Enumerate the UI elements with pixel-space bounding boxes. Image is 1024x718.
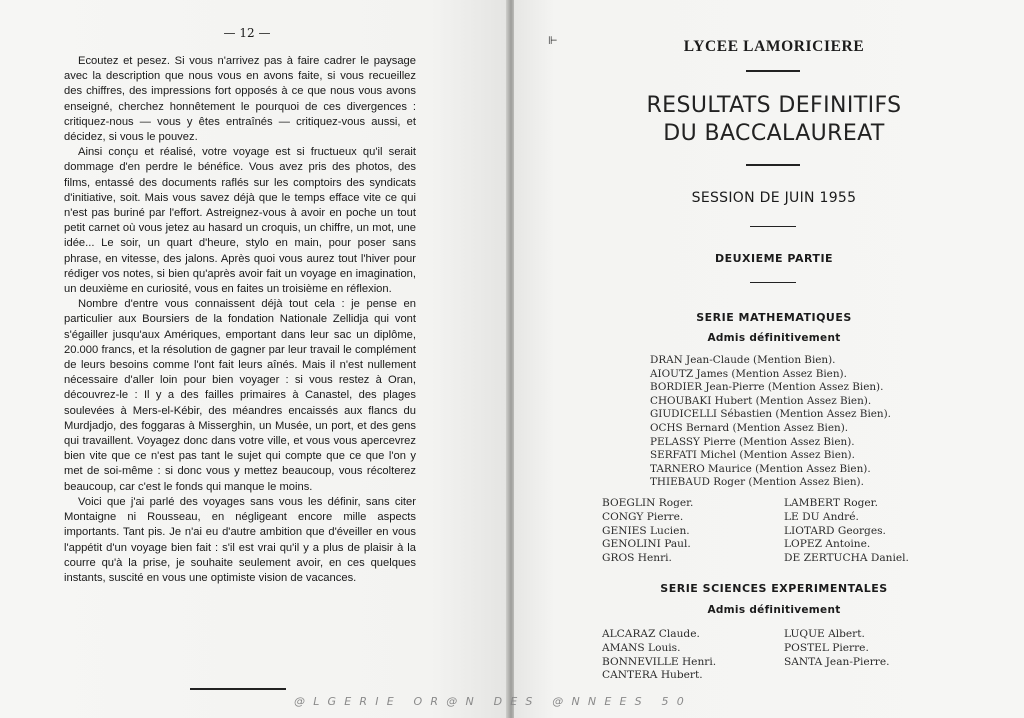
school-name: LYCEE LAMORICIERE xyxy=(683,38,865,55)
sciences-left-column xyxy=(602,628,716,683)
list-item: TARNERO Maurice (Mention Assez Bien). xyxy=(650,462,871,475)
math-right-column xyxy=(784,497,909,566)
essay-paragraph-3: Nombre d'entre vous connaissent déjà tout cela : je pense en particulier aux Boursiers de la fondation Nationale Zellidja qui vont s'égailler jusqu'aux Amériques, emportant dans leur sac un diplôme, 20.000 francs, et la résolution de gagner par leur travail le complément de leurs besoins comme l'ont fait leurs aînés. Mais il n'est nullement nécessaire d'aller loin pour bien voyager : si vous restez à Oran, découvrez-le : Il y a des failles primaires à Canastel, des plages soulevées à Mers-el-Kébir, des méandres encaissés aux flancs du Murdjadjo, des foggaras à Misserghin, un Musée, un port, et des gens qui travaillent. Voyagez donc dans votre ville, et vous vous apercevrez bien vite que ce n'est pas tant le sujet qui compte que ce que l'on y met de soi-même : si donc vous y mettez beaucoup, vous récolterez beaucoup, car c'est le fonds qui manque le moins. xyxy=(64,298,416,493)
sciences-right-column xyxy=(784,628,889,669)
list-item: AIOUTZ James (Mention Assez Bien). xyxy=(650,367,847,380)
essay-text xyxy=(64,54,416,586)
watermark: @LGERIE OR@N DES @NNEES 50 xyxy=(294,695,692,708)
list-item: DRAN Jean-Claude (Mention Bien). xyxy=(650,354,836,366)
series-math-title: SERIE MATHEMATIQUES xyxy=(696,311,852,324)
divider-rule xyxy=(750,282,796,283)
essay-paragraph-2: Ainsi conçu et réalisé, votre voyage est si fructueux qu'il serait dommage d'en perdre le bénéfice. Vous avez pris des photos, des films, entassé des documents raflés sur les comptoirs des syndicats d'initiative, soit. Mais vous savez déjà que le temps efface vite ce qui n'est pas buriné par l'effort. Astreignez-vous à avoir en poche un tout petit carnet où vous jetez au hasard un croquis, un chiffre, un mot, une idée... Le soir, un quart d'heure, stylo en main, pour poser sans phrase, en vitesse, des jalons. Après quoi vous aurez tout l'hiver pour rédiger vos notes, si bien qu'après avoir fait un voyage en imagination, un deuxième en curiosité, vous en faites un troisième en réflexion. xyxy=(64,146,416,296)
list-item: THIEBAUD Roger (Mention Assez Bien). xyxy=(650,476,864,489)
math-left-column xyxy=(602,497,693,566)
list-item: BOEGLIN Roger. xyxy=(602,497,694,509)
series-math-subtitle: Admis définitivement xyxy=(707,332,841,344)
list-item: LIOTARD Georges. xyxy=(784,524,886,537)
divider-rule xyxy=(746,70,800,72)
title-line-1: RESULTATS DEFINITIFS xyxy=(646,93,902,118)
series-sciences-title: SERIE SCIENCES EXPERIMENTALES xyxy=(660,582,888,595)
list-item: POSTEL Pierre. xyxy=(784,641,869,654)
list-item: SANTA Jean-Pierre. xyxy=(784,655,890,668)
corner-mark: ⊩ xyxy=(548,34,558,47)
session-heading: SESSION DE JUIN 1955 xyxy=(691,190,857,206)
list-item: GIUDICELLI Sébastien (Mention Assez Bien). xyxy=(650,408,891,421)
list-item: PELASSY Pierre (Mention Assez Bien). xyxy=(650,435,855,448)
right-page xyxy=(514,0,1024,718)
list-item: CONGY Pierre. xyxy=(602,510,684,523)
list-item: GENIES Lucien. xyxy=(602,524,690,537)
essay-paragraph-4: Voici que j'ai parlé des voyages sans vous les définir, sans citer Montaigne ni Rousseau, en négligeant encore mille aspects importants. Tant pis. Je n'ai eu d'autre ambition que d'éveiller en vous l'appétit d'un voyage bien fait : s'il est vrai qu'il y a plus de plaisir à la courre qu'à la prise, je souhaite seulement avoir, en ces quelques instants, suscité en vous une optimiste vision de vacances. xyxy=(64,495,416,584)
mention-list xyxy=(650,354,891,490)
list-item: GROS Henri. xyxy=(602,552,672,565)
series-sciences-subtitle: Admis définitivement xyxy=(707,604,841,616)
list-item: LE DU André. xyxy=(784,510,859,523)
list-item: ALCARAZ Claude. xyxy=(602,628,700,640)
page-number: — 12 — xyxy=(223,26,271,40)
divider-rule xyxy=(746,164,800,166)
part-heading: DEUXIEME PARTIE xyxy=(714,252,834,265)
list-item: OCHS Bernard (Mention Assez Bien). xyxy=(650,421,849,434)
list-item: GENOLINI Paul. xyxy=(602,538,691,551)
list-item: SERFATI Michel (Mention Assez Bien). xyxy=(650,449,855,462)
list-item: LUQUE Albert. xyxy=(784,628,865,640)
list-item: BORDIER Jean-Pierre (Mention Assez Bien). xyxy=(650,381,884,394)
list-item: AMANS Louis. xyxy=(602,641,681,654)
list-item: CANTERA Hubert. xyxy=(602,669,703,682)
list-item: CHOUBAKI Hubert (Mention Assez Bien). xyxy=(650,394,872,407)
list-item: DE ZERTUCHA Daniel. xyxy=(784,552,909,565)
essay-paragraph-1: Ecoutez et pesez. Si vous n'arrivez pas à faire cadrer le paysage avec la description que nous vous en avons faite, si vous recueillez des chiffres, des impressions fort opposés à ce que nous vous avons enseigné, cherchez honnêtement le pourquoi de ces divergences : critiquez-nous — vous y êtes entraînés — critiquez-vous aussi, et décidez, si vous le pouvez. xyxy=(64,55,416,144)
list-item: BONNEVILLE Henri. xyxy=(602,655,717,668)
list-item: LAMBERT Roger. xyxy=(784,497,878,509)
title-line-2: DU BACCALAUREAT xyxy=(663,121,885,146)
list-item: LOPEZ Antoine. xyxy=(784,538,871,551)
left-page xyxy=(0,0,508,718)
divider-rule xyxy=(750,226,796,227)
end-divider xyxy=(190,688,286,690)
results-title xyxy=(514,92,1024,148)
